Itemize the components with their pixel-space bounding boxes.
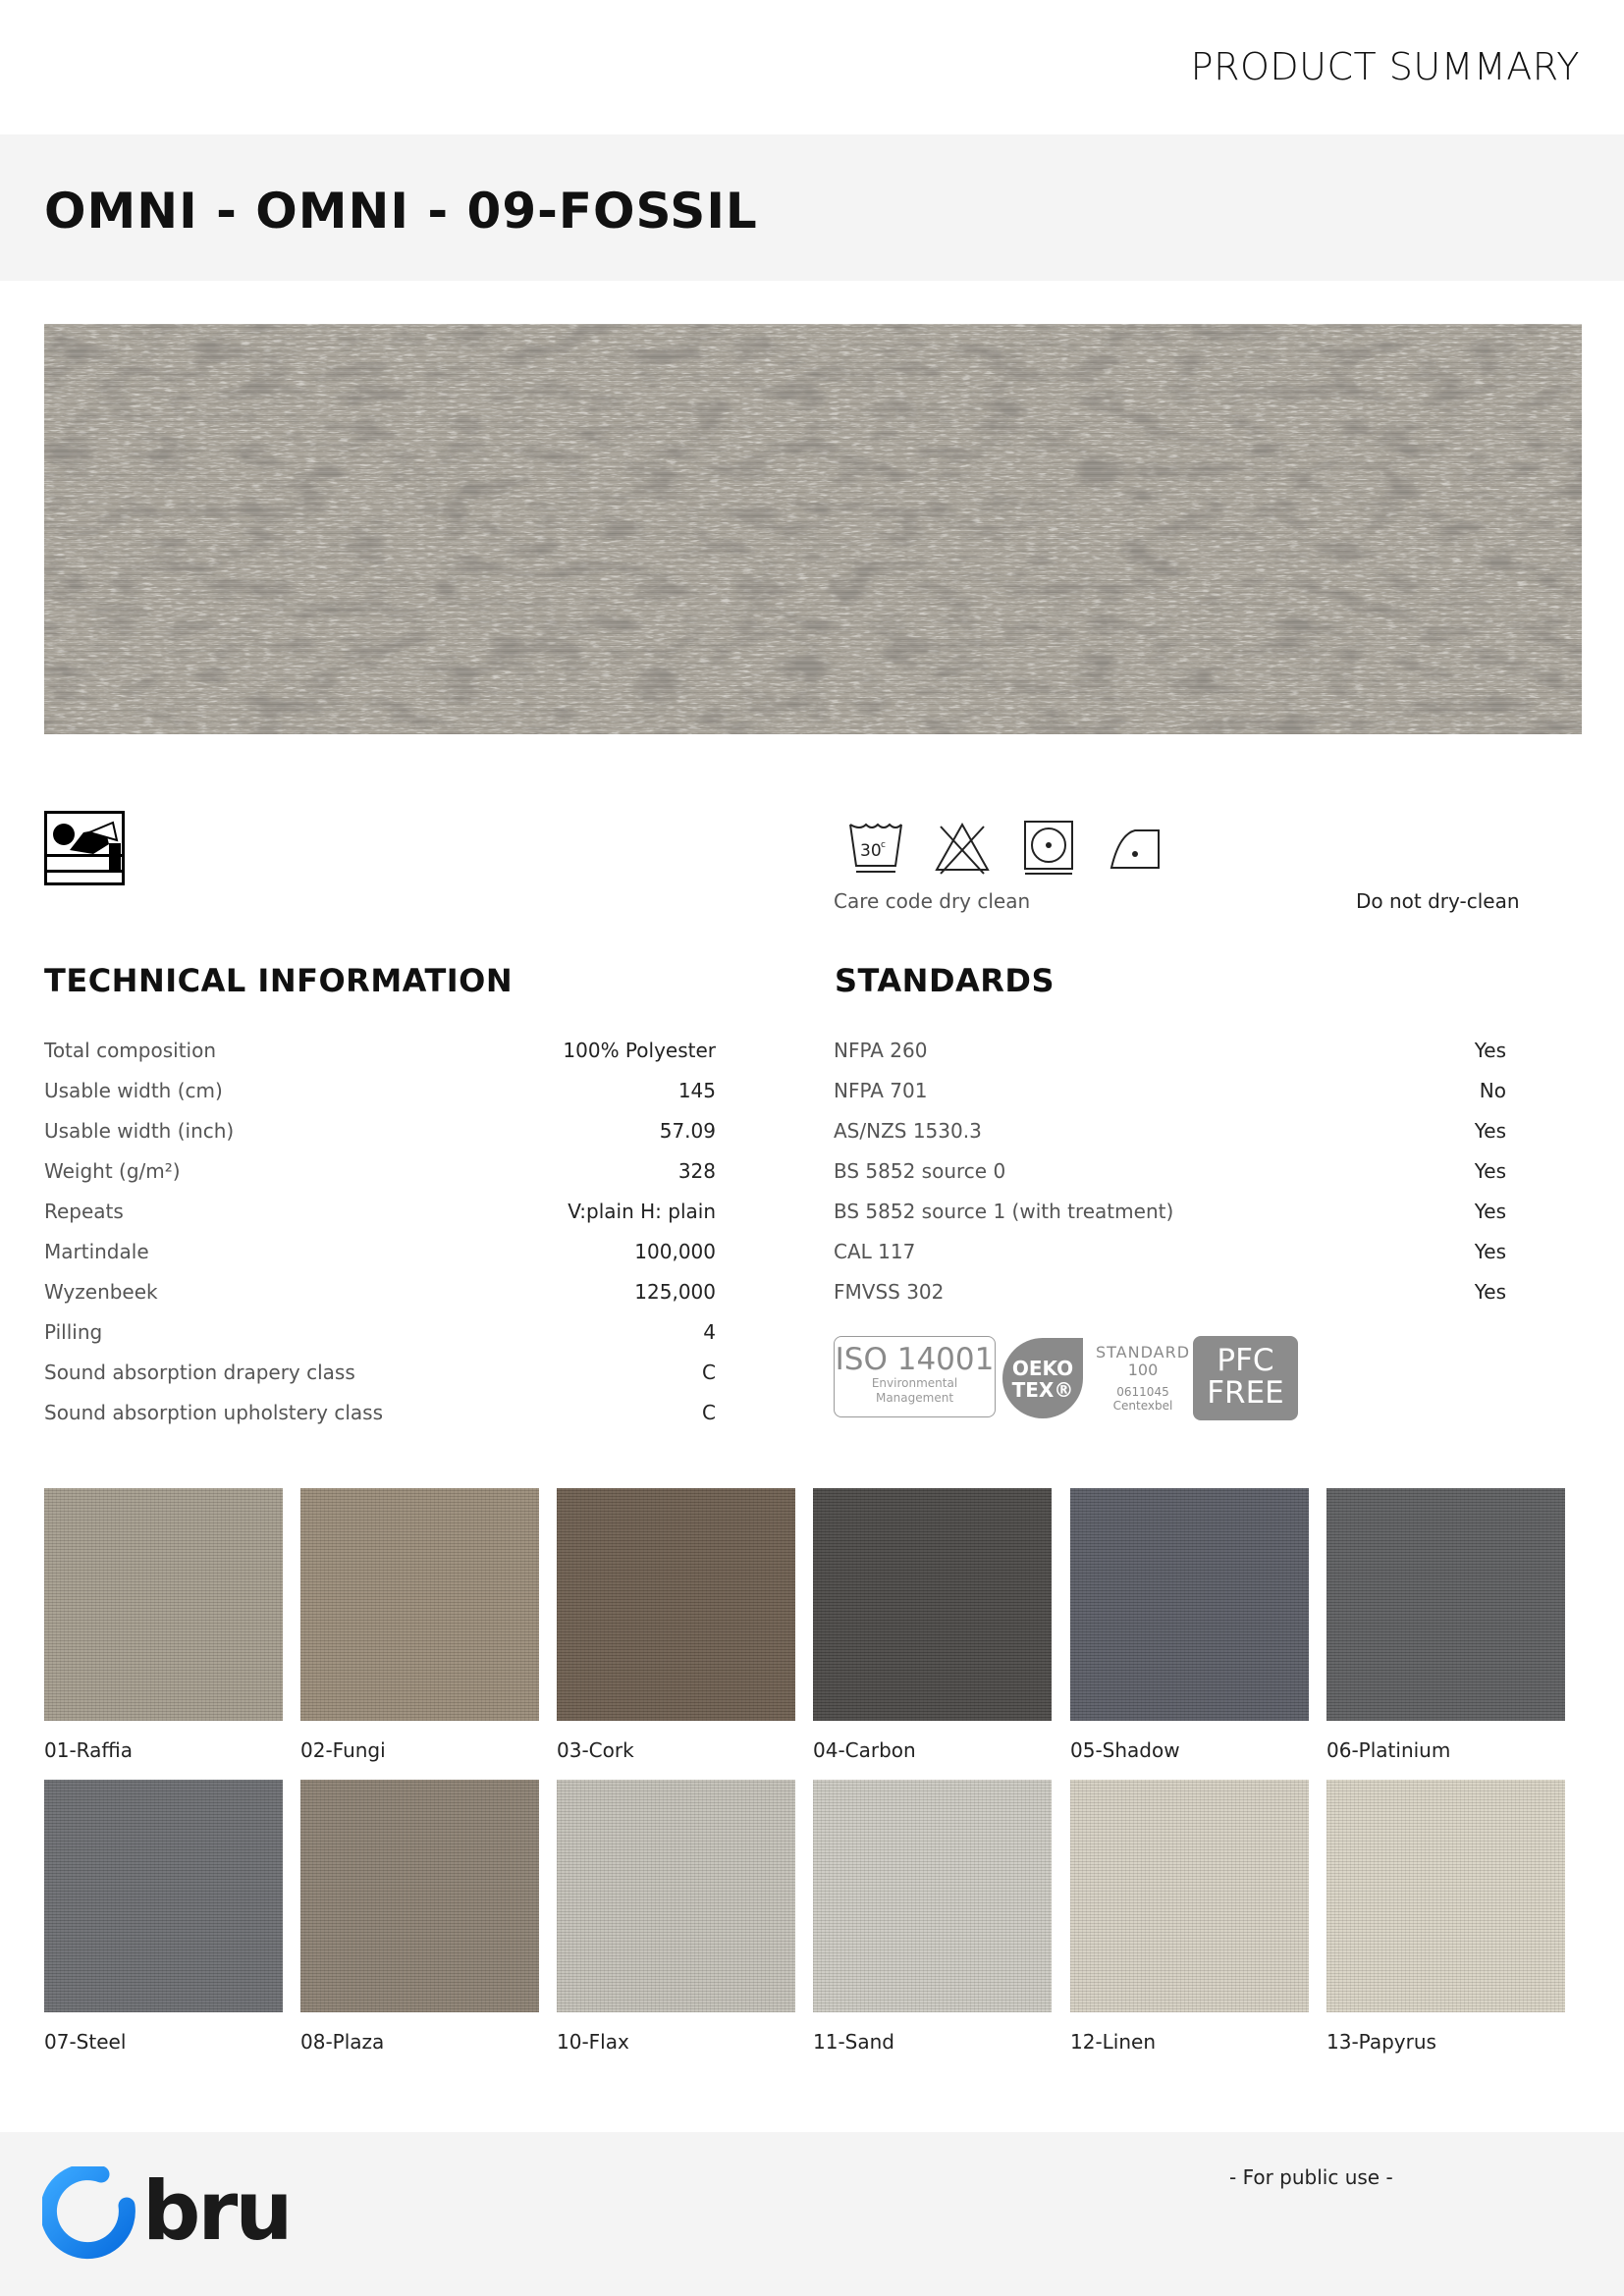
care-code-label: Care code dry clean <box>834 889 1031 913</box>
standard-value: Yes <box>1474 1279 1506 1304</box>
standard-value: Yes <box>1474 1118 1506 1143</box>
standard-row <box>834 1030 1506 1070</box>
iso-badge-subtitle: Management <box>875 1391 954 1405</box>
standard-label: AS/NZS 1530.3 <box>834 1118 982 1143</box>
spec-label: Usable width (inch) <box>44 1118 235 1143</box>
spec-label: Sound absorption drapery class <box>44 1360 355 1384</box>
standard-row <box>834 1231 1506 1271</box>
swatch-name: 11-Sand <box>813 2030 894 2054</box>
spec-label: Pilling <box>44 1319 103 1344</box>
technical-information-heading: TECHNICAL INFORMATION <box>44 962 514 999</box>
standard-100-badge <box>1088 1344 1198 1413</box>
spec-value: 57.09 <box>659 1118 716 1143</box>
color-swatch[interactable] <box>1326 1780 1565 2054</box>
document-label: PRODUCT SUMMARY <box>1190 45 1580 88</box>
color-swatch[interactable] <box>813 1488 1052 1762</box>
standard-label: BS 5852 source 0 <box>834 1158 1006 1183</box>
spec-value: C <box>702 1400 716 1424</box>
swatch-name: 08-Plaza <box>300 2030 385 2054</box>
spec-value: 125,000 <box>634 1279 716 1304</box>
pfc-line: PFC <box>1217 1343 1274 1378</box>
swatch-image <box>557 1488 795 1721</box>
spec-label: Weight (g/m²) <box>44 1158 181 1183</box>
color-swatch[interactable] <box>44 1780 283 2054</box>
standard-100-line: STANDARD <box>1095 1343 1191 1362</box>
standard-row <box>834 1110 1506 1150</box>
texture-ribs <box>44 324 1582 734</box>
spec-value: 100% Polyester <box>563 1038 716 1062</box>
standard-value: Yes <box>1474 1038 1506 1062</box>
standard-100-line: 100 <box>1127 1361 1159 1379</box>
spec-row <box>44 1030 716 1070</box>
pfc-line: FREE <box>1207 1375 1284 1411</box>
standard-label: FMVSS 302 <box>834 1279 945 1304</box>
care-code-value: Do not dry-clean <box>1356 889 1520 913</box>
pfc-free-badge <box>1193 1336 1298 1420</box>
spec-row <box>44 1311 716 1352</box>
standard-100-line: Centexbel <box>1112 1399 1173 1413</box>
no-bleach-icon <box>933 819 992 876</box>
spec-label: Usable width (cm) <box>44 1078 223 1102</box>
wash-30-icon <box>846 819 905 876</box>
standard-value: No <box>1479 1078 1506 1102</box>
standard-row <box>834 1150 1506 1191</box>
swatch-image <box>1326 1780 1565 2012</box>
color-swatch[interactable] <box>300 1780 539 2054</box>
standard-value: Yes <box>1474 1199 1506 1223</box>
technical-table <box>44 1030 716 1432</box>
spec-row <box>44 1271 716 1311</box>
product-title: OMNI - OMNI - 09-FOSSIL <box>44 183 758 240</box>
swatch-image <box>300 1488 539 1721</box>
oeko-line: OEKO <box>1011 1357 1074 1380</box>
spec-row <box>44 1352 716 1392</box>
standard-label: CAL 117 <box>834 1239 916 1263</box>
swatch-name: 07-Steel <box>44 2030 127 2054</box>
iso-badge-subtitle: Environmental <box>871 1376 958 1390</box>
spec-label: Repeats <box>44 1199 124 1223</box>
standard-row <box>834 1271 1506 1311</box>
bru-ring-logo-icon <box>42 2166 135 2260</box>
wash-temp: 30 <box>860 841 882 861</box>
bru-logo-wordmark: bru <box>142 2163 291 2259</box>
standard-value: Yes <box>1474 1239 1506 1263</box>
iron-low-icon <box>1106 819 1164 876</box>
fabric-texture-image <box>44 324 1582 734</box>
swatch-image <box>300 1780 539 2012</box>
swatch-name: 03-Cork <box>557 1738 634 1762</box>
tumble-dry-low-icon <box>1019 819 1078 876</box>
spec-row <box>44 1110 716 1150</box>
standards-table <box>834 1030 1506 1311</box>
standard-label: NFPA 701 <box>834 1078 928 1102</box>
spec-value: 100,000 <box>634 1239 716 1263</box>
public-use-note: - For public use - <box>1229 2165 1393 2189</box>
spec-label: Total composition <box>44 1038 216 1062</box>
spec-row <box>44 1150 716 1191</box>
spec-value: V:plain H: plain <box>568 1199 716 1223</box>
standard-100-line: 0611045 <box>1116 1385 1169 1399</box>
swatch-name: 12-Linen <box>1070 2030 1157 2054</box>
swatch-image <box>1326 1488 1565 1721</box>
spec-value: C <box>702 1360 716 1384</box>
color-swatch[interactable] <box>813 1780 1052 2054</box>
swatch-name: 10-Flax <box>557 2030 629 2054</box>
spec-value: 4 <box>703 1319 716 1344</box>
swatch-name: 05-Shadow <box>1070 1738 1180 1762</box>
spec-value: 328 <box>677 1158 716 1183</box>
standard-label: BS 5852 source 1 (with treatment) <box>834 1199 1174 1223</box>
color-swatch[interactable] <box>300 1488 539 1762</box>
color-swatch[interactable] <box>1326 1488 1565 1762</box>
spec-label: Sound absorption upholstery class <box>44 1400 383 1424</box>
spec-row <box>44 1392 716 1432</box>
swatch-name: 06-Platinium <box>1326 1738 1451 1762</box>
standard-value: Yes <box>1474 1158 1506 1183</box>
wash-unit: c <box>881 840 886 850</box>
iso-14001-badge <box>834 1336 996 1417</box>
swatch-image <box>1070 1780 1309 2012</box>
swatch-name: 01-Raffia <box>44 1738 133 1762</box>
upholstery-heavy-use-icon <box>44 811 125 885</box>
standards-heading: STANDARDS <box>835 962 1056 999</box>
color-swatch[interactable] <box>1070 1488 1309 1762</box>
spec-row <box>44 1070 716 1110</box>
spec-row <box>44 1191 716 1231</box>
color-swatch[interactable] <box>1070 1780 1309 2054</box>
standard-label: NFPA 260 <box>834 1038 928 1062</box>
spec-label: Wyzenbeek <box>44 1279 158 1304</box>
standard-row <box>834 1191 1506 1231</box>
swatch-image <box>813 1780 1052 2012</box>
swatch-image <box>557 1780 795 2012</box>
spec-label: Martindale <box>44 1239 149 1263</box>
oeko-line: TEX® <box>1011 1378 1074 1402</box>
fabric-texture-svg <box>44 324 1582 734</box>
oeko-tex-text <box>1011 1358 1074 1401</box>
swatch-name: 13-Papyrus <box>1326 2030 1436 2054</box>
spec-value: 145 <box>677 1078 716 1102</box>
color-swatch[interactable] <box>557 1488 795 1762</box>
swatch-name: 04-Carbon <box>813 1738 916 1762</box>
swatch-image <box>1070 1488 1309 1721</box>
swatch-image <box>44 1488 283 1721</box>
color-swatch[interactable] <box>557 1780 795 2054</box>
spec-row <box>44 1231 716 1271</box>
iso-badge-title: ISO 14001 <box>835 1342 995 1377</box>
standard-row <box>834 1070 1506 1110</box>
color-swatch[interactable] <box>44 1488 283 1762</box>
swatch-image <box>44 1780 283 2012</box>
swatch-image <box>813 1488 1052 1721</box>
swatch-name: 02-Fungi <box>300 1738 386 1762</box>
